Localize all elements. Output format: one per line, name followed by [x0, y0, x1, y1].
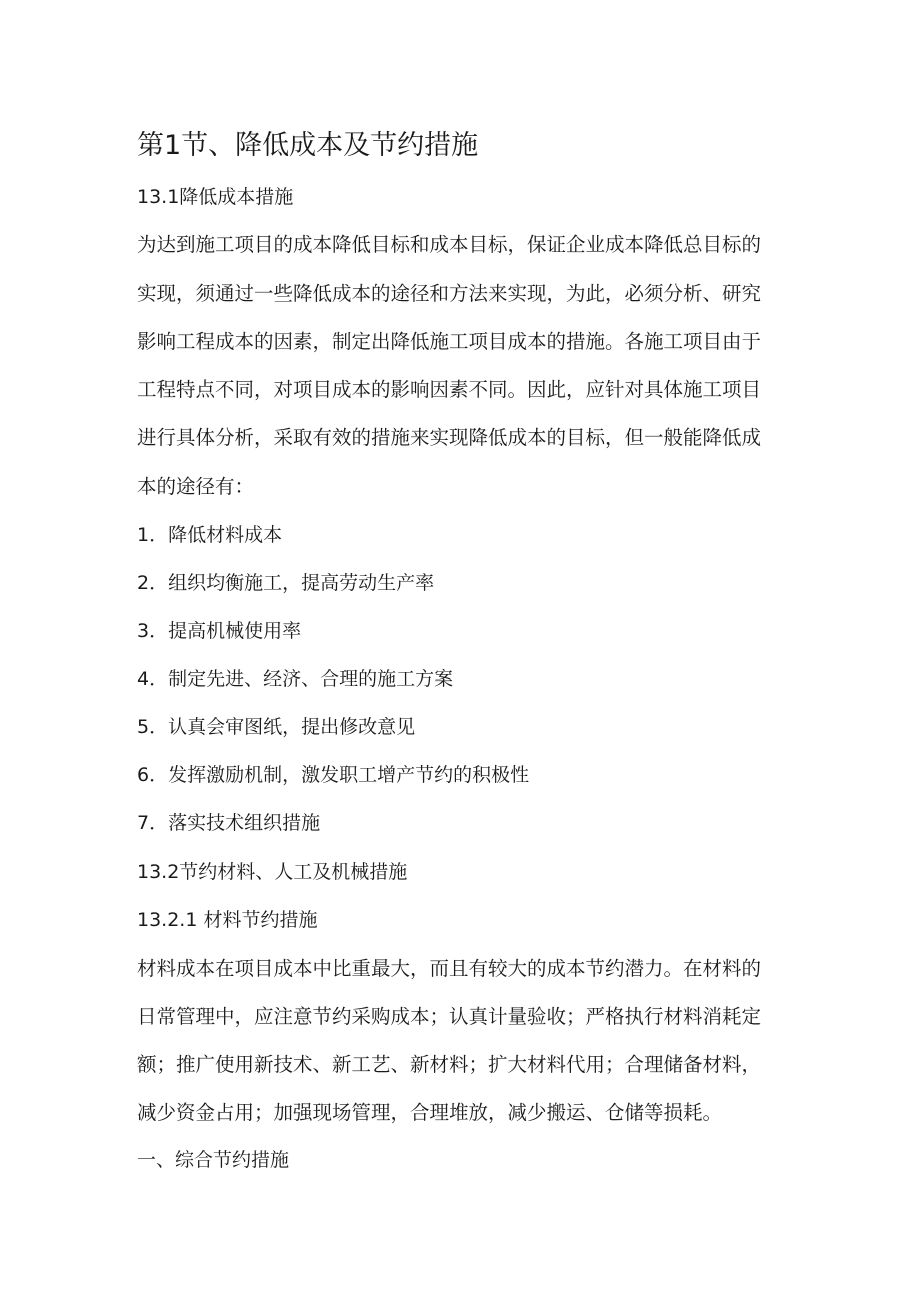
paragraph-line: 日常管理中，应注意节约采购成本；认真计量验收；严格执行材料消耗定 [137, 1005, 762, 1028]
page-title: 第1节、降低成本及节约措施 [137, 130, 479, 161]
paragraph-line: 实现，须通过一些降低成本的途径和方法来实现，为此，必须分析、研究 [137, 282, 762, 305]
subsection-title: 一、综合节约措施 [137, 1149, 290, 1171]
list-item: 6．发挥激励机制，激发职工增产节约的积极性 [137, 764, 530, 786]
list-item: 4．制定先进、经济、合理的施工方案 [137, 668, 454, 690]
paragraph-line: 本的途径有： [137, 475, 255, 498]
list-item: 3．提高机械使用率 [137, 620, 302, 642]
list-item: 1．降低材料成本 [137, 524, 283, 546]
paragraph-line: 影响工程成本的因素，制定出降低施工项目成本的措施。各施工项目由于 [137, 330, 762, 353]
paragraph-line: 进行具体分析，采取有效的措施来实现降低成本的目标，但一般能降低成 [137, 426, 762, 449]
subsection-heading-13-2-1: 13.2.1 材料节约措施 [137, 909, 318, 931]
paragraph-line: 为达到施工项目的成本降低目标和成本目标，保证企业成本降低总目标的 [137, 233, 762, 256]
paragraph-line: 减少资金占用；加强现场管理，合理堆放，减少搬运、仓储等损耗。 [137, 1101, 723, 1124]
section-heading-13-2: 13.2节约材料、人工及机械措施 [137, 861, 408, 883]
list-item: 5．认真会审图纸，提出修改意见 [137, 716, 416, 738]
list-item: 2．组织均衡施工，提高劳动生产率 [137, 572, 435, 594]
list-item: 7．落实技术组织措施 [137, 812, 321, 834]
paragraph-line: 工程特点不同，对项目成本的影响因素不同。因此，应针对具体施工项目 [137, 378, 762, 401]
section-heading-13-1: 13.1降低成本措施 [137, 186, 294, 208]
paragraph-line: 材料成本在项目成本中比重最大，而且有较大的成本节约潜力。在材料的 [137, 957, 762, 980]
paragraph-line: 额；推广使用新技术、新工艺、新材料；扩大材料代用；合理储备材料， [137, 1053, 762, 1076]
